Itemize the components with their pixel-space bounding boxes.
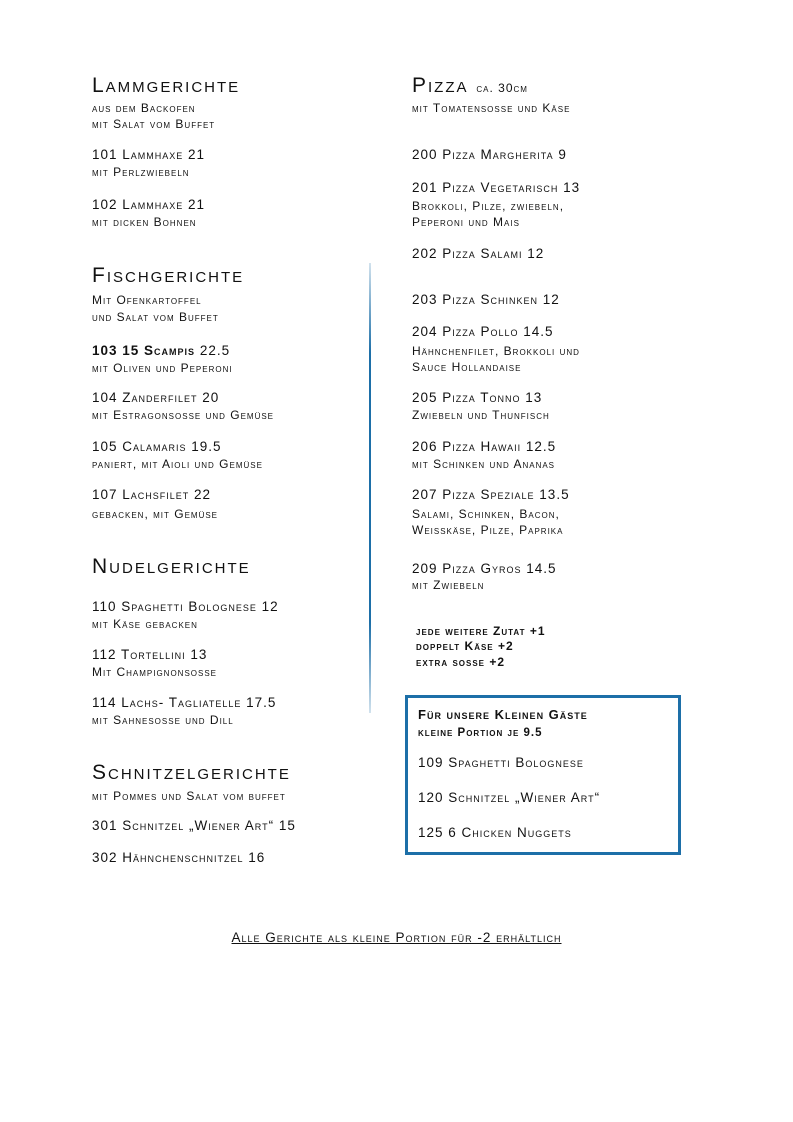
section-subtitle: mit Pommes und Salat vom buffet bbox=[92, 789, 286, 803]
menu-item: 204 Pizza Pollo 14.5 bbox=[412, 324, 554, 339]
menu-item: 302 Hähnchenschnitzel 16 bbox=[92, 850, 266, 865]
menu-item: 209 Pizza Gyros 14.5 bbox=[412, 561, 557, 576]
kids-item: 125 6 Chicken Nuggets bbox=[418, 825, 572, 840]
menu-item-description: mit Estragonsosse und Gemüse bbox=[92, 408, 275, 422]
menu-item-description: paniert, mit Aioli und Gemüse bbox=[92, 457, 263, 471]
menu-item-description: Hähnchenfilet, Brokkoli und bbox=[412, 344, 580, 358]
menu-item-description: Brokkoli, Pilze, zwiebeln, bbox=[412, 199, 565, 213]
menu-item: 101 Lammhaxe 21 bbox=[92, 147, 206, 162]
kids-subtitle: kleine Portion je 9.5 bbox=[418, 727, 543, 739]
extra-note: jede weitere Zutat +1 bbox=[416, 624, 546, 638]
section-subtitle: mit Salat vom Buffet bbox=[92, 117, 216, 131]
menu-item-description: mit dicken Bohnen bbox=[92, 215, 197, 229]
kids-item: 120 Schnitzel „Wiener Art“ bbox=[418, 790, 601, 805]
menu-item-description: mit Perlzwiebeln bbox=[92, 165, 190, 179]
menu-item: 105 Calamaris 19.5 bbox=[92, 439, 222, 454]
column-divider bbox=[369, 263, 371, 713]
pizza-title: Pizza bbox=[412, 74, 469, 97]
menu-item: 104 Zanderfilet 20 bbox=[92, 390, 220, 405]
menu-item-description: mit Käse gebacken bbox=[92, 617, 198, 631]
menu-item: 201 Pizza Vegetarisch 13 bbox=[412, 180, 581, 195]
menu-item: 102 Lammhaxe 21 bbox=[92, 197, 206, 212]
menu-item-description: Weisskäse, Pilze, Paprika bbox=[412, 523, 564, 537]
extra-note: doppelt Käse +2 bbox=[416, 639, 514, 653]
menu-item-description: Peperoni und Mais bbox=[412, 215, 520, 229]
section-title-schnitzel: Schnitzelgerichte bbox=[92, 761, 291, 784]
footer-note: Alle Gerichte als kleine Portion für -2 erhältlich bbox=[231, 930, 562, 945]
menu-item: 206 Pizza Hawaii 12.5 bbox=[412, 439, 557, 454]
section-title-fisch: Fischgerichte bbox=[92, 264, 245, 287]
menu-item: 110 Spaghetti Bolognese 12 bbox=[92, 599, 279, 614]
menu-item-description: Zwiebeln und Thunfisch bbox=[412, 408, 550, 422]
menu-item: 205 Pizza Tonno 13 bbox=[412, 390, 543, 405]
section-subtitle: Mit Ofenkartoffel bbox=[92, 293, 202, 307]
kids-menu-box bbox=[405, 695, 681, 855]
section-title-lamm: Lammgerichte bbox=[92, 74, 241, 97]
menu-item-description: mit Oliven und Peperoni bbox=[92, 361, 233, 375]
kids-item: 109 Spaghetti Bolognese bbox=[418, 755, 584, 770]
menu-item: 207 Pizza Speziale 13.5 bbox=[412, 487, 570, 502]
menu-item: 112 Tortellini 13 bbox=[92, 647, 208, 662]
section-title-pizza bbox=[412, 75, 528, 99]
section-subtitle: und Salat vom Buffet bbox=[92, 310, 219, 324]
menu-item-name: 103 15 Scampis bbox=[92, 343, 196, 358]
menu-item bbox=[92, 343, 230, 359]
menu-item: 107 Lachsfilet 22 bbox=[92, 487, 212, 502]
menu-item: 203 Pizza Schinken 12 bbox=[412, 292, 560, 307]
kids-title: Für unsere Kleinen Gäste bbox=[418, 707, 588, 722]
section-subtitle: mit Tomatensosse und Käse bbox=[412, 101, 571, 115]
menu-item-description: gebacken, mit Gemüse bbox=[92, 507, 219, 521]
menu-item: 202 Pizza Salami 12 bbox=[412, 246, 545, 261]
menu-item-description: Sauce Hollandaise bbox=[412, 360, 522, 374]
section-subtitle: aus dem Backofen bbox=[92, 101, 196, 115]
menu-item-description: mit Zwiebeln bbox=[412, 578, 485, 592]
menu-item-description: mit Sahnesosse und Dill bbox=[92, 713, 234, 727]
section-title-nudel: Nudelgerichte bbox=[92, 555, 251, 578]
menu-item-description: Salami, Schinken, Bacon, bbox=[412, 507, 560, 521]
pizza-size-note: ca. 30cm bbox=[476, 81, 528, 95]
menu-item-description: mit Schinken und Ananas bbox=[412, 457, 556, 471]
menu-item-price: 22.5 bbox=[195, 343, 231, 358]
menu-item: 301 Schnitzel „Wiener Art“ 15 bbox=[92, 818, 296, 833]
menu-item: 200 Pizza Margherita 9 bbox=[412, 147, 567, 162]
menu-item: 114 Lachs- Tagliatelle 17.5 bbox=[92, 695, 277, 710]
menu-item-description: Mit Champignonsosse bbox=[92, 665, 218, 679]
extra-note: extra sosse +2 bbox=[416, 655, 506, 669]
